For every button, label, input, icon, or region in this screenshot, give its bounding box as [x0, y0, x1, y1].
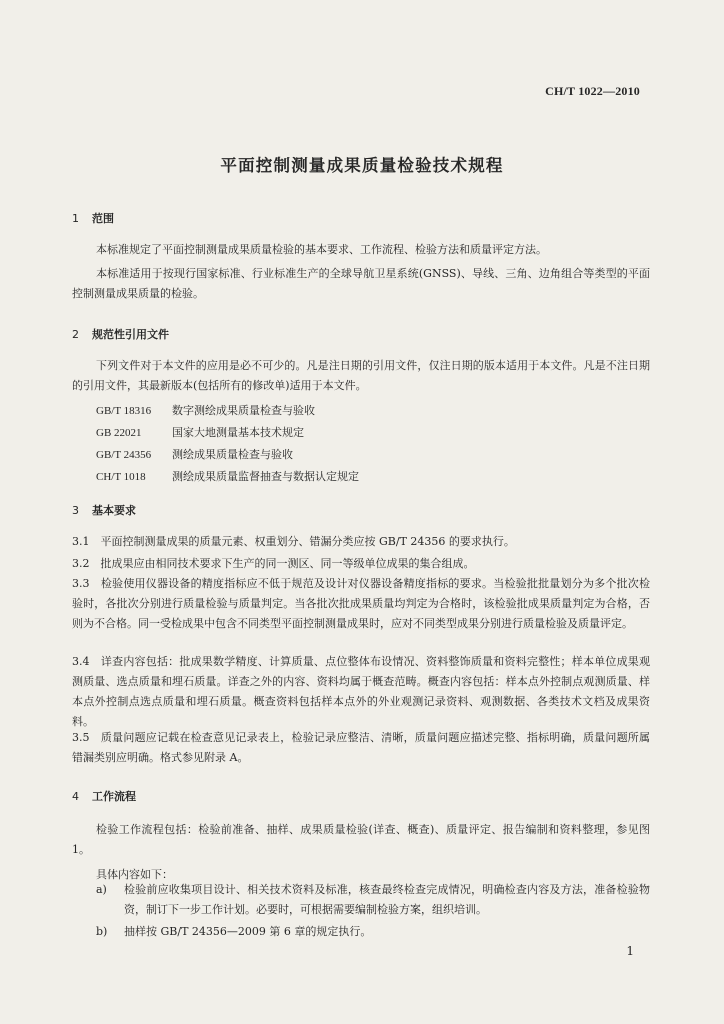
section-4-heading: [72, 788, 136, 804]
list-item-b: [96, 922, 650, 942]
section-1-para-2: 本标准适用于按现行国家标准、行业标准生产的全球导航卫星系统(GNSS)、导线、三角、边角组合等类型的平面控制测量成果质量的检验。: [72, 267, 650, 300]
reference-item: [96, 446, 293, 462]
clause-3-4: 3.4 详查内容包括：批成果数学精度、计算质量、点位整体布设情况、资料整饰质量和资料完整性；样本单位成果观测质量、选点质量和埋石质量。详查之外的内容、资料均属于概查范畴。概查内容包括：样本点外控制点观测质量、样本点外控制点选点质量和埋石质量。概查资料包括样本点外的外业观测记录资料、观测数据、各类技术文档及成果资料。: [72, 655, 650, 728]
clause-3-2: 3.2 批成果应由相同技术要求下生产的同一测区、同一等级单位成果的集合组成。: [72, 557, 475, 570]
reference-code: GB/T 24356: [96, 449, 152, 461]
reference-item: [96, 424, 304, 440]
section-4-sub: 具体内容如下：: [96, 868, 173, 881]
section-number: 4: [72, 790, 79, 803]
clause-3-5: 3.5 质量问题应记载在检查意见记录表上，检验记录应整洁、清晰，质量问题应描述完整、指标明确，质量问题所属错漏类别应明确。格式参见附录 A。: [72, 731, 650, 764]
clause-3-1: 3.1 平面控制测量成果的质量元素、权重划分、错漏分类应按 GB/T 24356 的要求执行。: [72, 535, 515, 548]
document-title: 平面控制测量成果质量检验技术规程: [220, 156, 504, 175]
clause-3-3: 3.3 检验使用仪器设备的精度指标应不低于规范及设计对仪器设备精度指标的要求。当检验批批量划分为多个批次检验时，各批次分别进行质量检验与质量判定。当各批次批成果质量均判定为合格时，该检验批成果质量判定为合格，否则为不合格。同一受检成果中包含不同类型平面控制测量成果时，应对不同类型成果分别进行质量检验及质量评定。: [72, 577, 650, 630]
reference-code: GB 22021: [96, 427, 142, 439]
section-title: 基本要求: [92, 504, 136, 517]
section-title: 规范性引用文件: [92, 328, 169, 341]
section-title: 范围: [92, 212, 114, 225]
list-text: 检验前应收集项目设计、相关技术资料及标准，核查最终检查完成情况，明确检查内容及方法，准备检验物资，制订下一步工作计划。必要时，可根据需要编制检验方案，组织培训。: [124, 883, 650, 916]
reference-name: 数字测绘成果质量检查与验收: [172, 404, 315, 417]
reference-name: 测绘成果质量监督抽查与数据认定规定: [172, 470, 359, 483]
standard-code: CH/T 1022—2010: [545, 84, 640, 98]
section-number: 1: [72, 212, 79, 225]
reference-item: [96, 402, 315, 418]
list-item-a: [96, 880, 650, 920]
section-2-intro: 下列文件对于本文件的应用是必不可少的。凡是注日期的引用文件，仅注日期的版本适用于本文件。凡是不注日期的引用文件，其最新版本(包括所有的修改单)适用于本文件。: [72, 359, 650, 392]
page-number: 1: [626, 944, 634, 958]
section-4-intro: 检验工作流程包括：检验前准备、抽样、成果质量检验(详查、概查)、质量评定、报告编制和资料整理，参见图 1。: [72, 823, 650, 856]
section-number: 3: [72, 504, 79, 517]
section-title: 工作流程: [92, 790, 136, 803]
section-3-heading: [72, 502, 136, 518]
section-1-heading: [72, 210, 114, 226]
list-marker: b): [96, 925, 108, 938]
reference-code: CH/T 1018: [96, 471, 146, 483]
section-number: 2: [72, 328, 79, 341]
list-marker: a): [96, 883, 107, 896]
section-1-para-1: 本标准规定了平面控制测量成果质量检验的基本要求、工作流程、检验方法和质量评定方法。: [96, 243, 547, 256]
section-2-heading: [72, 326, 169, 342]
reference-name: 国家大地测量基本技术规定: [172, 426, 304, 439]
list-text: 抽样按 GB/T 24356—2009 第 6 章的规定执行。: [124, 925, 372, 938]
reference-item: [96, 468, 359, 484]
reference-name: 测绘成果质量检查与验收: [172, 448, 293, 461]
reference-code: GB/T 18316: [96, 405, 152, 417]
